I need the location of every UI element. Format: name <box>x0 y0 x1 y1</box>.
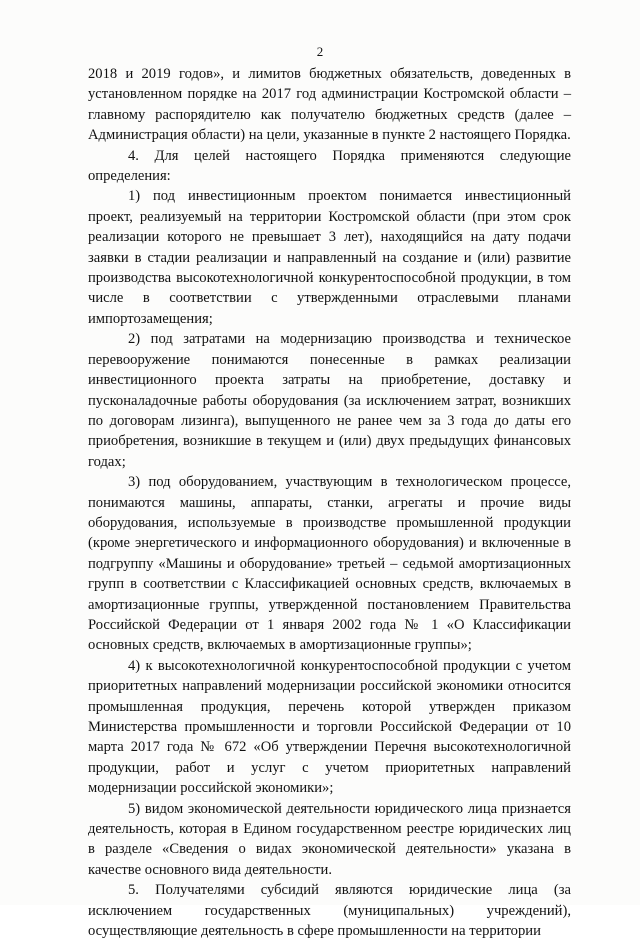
definition-4-high-tech-products: 4) к высокотехнологичной конкурентоспособной продукции с учетом приоритетных направлений модернизации российской экономики относится промышленная продукция, перечень которой утвержден приказом Министерства промышленности и торговли Российской Федерации от 10 марта 2017 года № 672 «Об утверждении Перечня высокотехнологичной продукции, работ и услуг с учетом приоритетных направлений модернизации российской экономики»; <box>88 657 571 797</box>
definition-3-equipment: 3) под оборудованием, участвующим в технологическом процессе, понимаются машины, аппараты, станки, агрегаты и прочие виды оборудования, используемые в производстве промышленной продукции (кроме энергетического и информационного оборудования) и включенные в подгруппу «Машины и оборудование» третьей – седьмой амортизационных групп в соответствии с Классификацией основных средств, включаемых в амортизационные группы, утвержденной постановлением Правительства Российской Федерации от 1 января 2002 года № 1 «О Классификации основных средств, включаемых в амортизационные группы»; <box>88 474 571 654</box>
paragraph-continuation: 2018 и 2019 годов», и лимитов бюджетных обязательств, доведенных в установленном порядке на 2017 год администрации Костромской области – главному распорядителю как получателю бюджетных средств (далее – Администрация области) на цели, указанные в пункте 2 настоящего Порядка. <box>88 66 571 144</box>
paragraph-item-4: 4. Для целей настоящего Порядка применяются следующие определения: <box>88 147 571 185</box>
definition-5-economic-activity: 5) видом экономической деятельности юридического лица признается деятельность, которая в Едином государственном реестре юридических лиц в разделе «Сведения о видах экономической деятельности» указана в качестве основного вида деятельности. <box>88 800 571 878</box>
definition-1-investment-project: 1) под инвестиционным проектом понимается инвестиционный проект, реализуемый на территории Костромской области (при этом срок реализации которого не превышает 3 лет), находящийся на дату подачи заявки в стадии реализации и направленный на создание и (или) развитие производства высокотехнологичной конкурентоспособной продукции, в том числе в соответствии с утвержденными отраслевыми планами импортозамещения; <box>88 188 571 327</box>
paragraph-item-5: 5. Получателями субсидий являются юридические лица (за исключением государственных (муниципальных) учреждений), осуществляющие деятельность в сфере промышленности на территории <box>88 882 571 940</box>
page-number: 2 <box>316 44 324 59</box>
document-body <box>88 64 571 941</box>
definition-2-modernization-costs: 2) под затратами на модернизацию производства и техническое перевооружение понимаются понесенные в рамках реализации инвестиционного проекта затраты на приобретение, доставку и пусконаладочные работы оборудования (за исключением затрат, возникших по договорам лизинга), выпущенного не ранее чем за 3 года до даты его приобретения, возникшие в текущем и (или) двух предыдущих финансовых годах; <box>88 331 571 470</box>
